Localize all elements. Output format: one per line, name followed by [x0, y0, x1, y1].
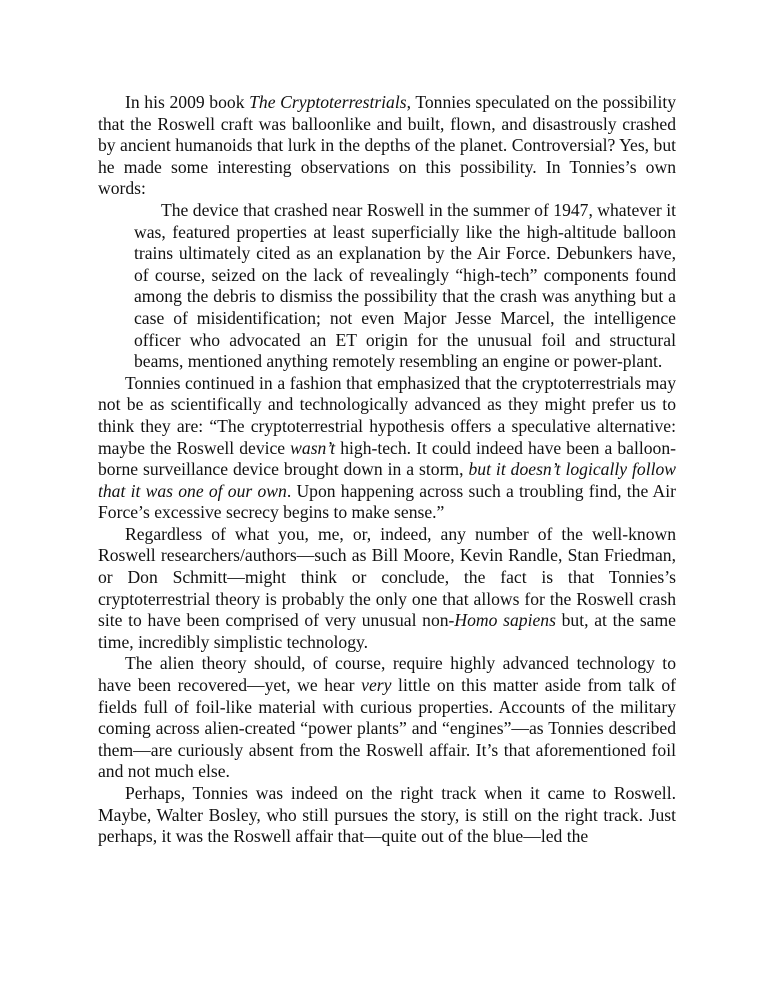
italic-run: very	[361, 675, 392, 696]
italic-run: wasn’t	[290, 437, 336, 458]
text-run: The alien theory should, of course, require highly advanced technology to have been recovered—yet, we hear	[98, 653, 676, 696]
page-body	[98, 92, 676, 848]
book-title: The Cryptoterrestrials	[249, 92, 407, 112]
text-run: little on this matter aside from talk of fields full of foil-like material with curious properties. Accounts of the military coming across alien-created “power plants” and “engines”—as Tonnies described them—are curiously absent from the Roswell affair. It’s that aforementioned foil and not much else.	[98, 675, 676, 782]
text-run: high-tech. It could indeed have been a balloon-borne surveillance device brought down in a storm,	[98, 437, 676, 480]
quote-text: The device that crashed near Roswell in the summer of 1947, whatever it was, featured properties at least superficially like the high-altitude balloon trains ultimately cited as an explanation by the Air Force. Debunkers have, of course, seized on the lack of revealingly “high-tech” components found among the debris to dismiss the possibility that the crash was anything but a case of misidentification; not even Major Jesse Marcel, the intelligence officer who advocated an ET origin for the unusual foil and structural beams, mentioned anything remotely resembling an engine or power-plant.	[134, 199, 676, 372]
text-run: Perhaps, Tonnies was indeed on the right track when it came to Roswell. Maybe, Walter Bosley, who still pursues the story, is still on the right track. Just perhaps, it was the Roswell affair that—quite out of the blue—led the	[98, 783, 676, 847]
paragraph-1	[98, 92, 676, 200]
text-run: but, at the same time, incredibly simplistic technology.	[98, 610, 676, 652]
paragraph-4	[98, 653, 676, 783]
text-run: In his 2009 book	[125, 92, 250, 112]
text-run: , Tonnies speculated on the possibility that the Roswell craft was balloonlike and built, flown, and disastrously crashed by ancient humanoids that lurk in the depths of the planet. Controversial? Yes, but he made some interesting observations on this possibility. In Tonnies’s own words:	[98, 92, 677, 199]
paragraph-2	[98, 373, 676, 524]
block-quote	[134, 200, 676, 373]
text-run: . Upon happening across such a troubling find, the Air Force’s excessive secrecy begins to make sense.”	[98, 480, 676, 523]
text-run: Tonnies continued in a fashion that emphasized that the cryptoterrestrials may not be as scientifically and technologically advanced as they might prefer us to think they are: “The cryptoterrestrial hypothesis offers a speculative alternative: maybe the Roswell device	[98, 372, 676, 458]
paragraph-5	[98, 783, 676, 848]
text-run: Regardless of what you, me, or, indeed, any number of the well-known Roswell researchers/authors—such as Bill Moore, Kevin Randle, Stan Friedman, or Don Schmitt—might think or conclude, the fact is that Tonnies’s cryptoterrestrial theory is probably the only one that allows for the Roswell crash site to have been comprised of very unusual non-	[98, 523, 676, 631]
italic-run: but it doesn’t logically follow that it was one of our own	[98, 459, 676, 501]
paragraph-3	[98, 524, 676, 654]
italic-run: Homo sapiens	[454, 610, 556, 631]
